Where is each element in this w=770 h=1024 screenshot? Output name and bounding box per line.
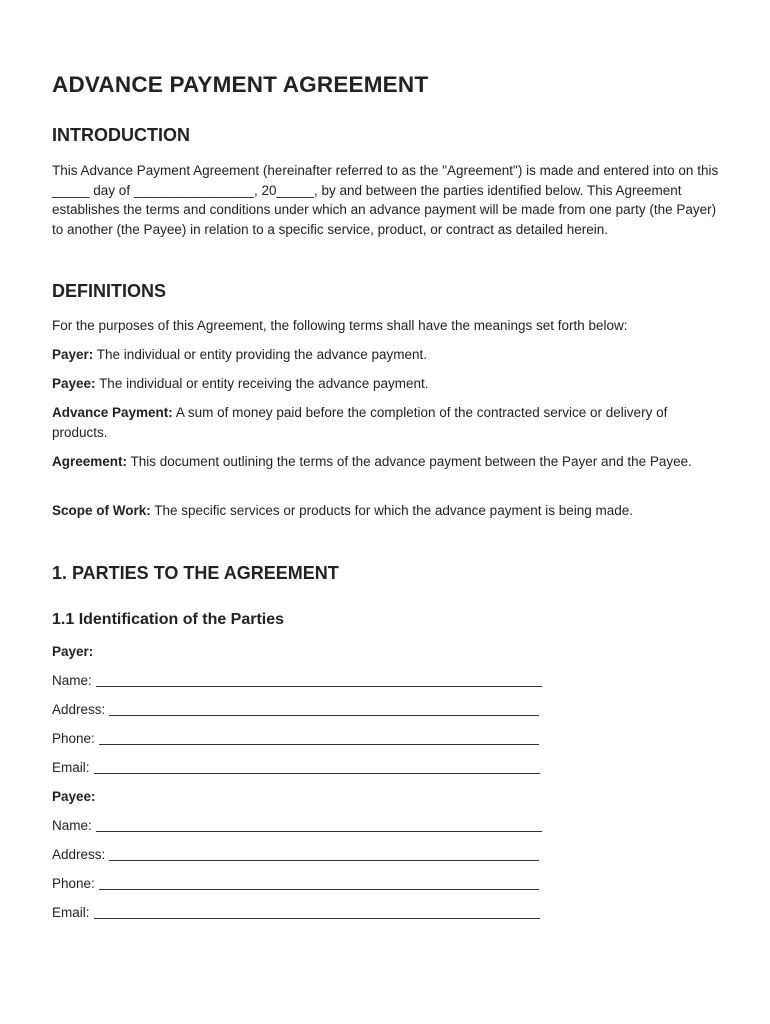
payee-name-field[interactable] [96,817,542,832]
payee-phone-row [52,874,539,894]
definition-term: Payer: [52,347,94,362]
payee-label: Payee: [52,789,96,804]
payee-address-row [52,845,539,865]
definition-text: This document outlining the terms of the advance payment between the Payer and the Payee. [130,454,692,469]
definitions-intro: For the purposes of this Agreement, the following terms shall have the meanings set forth below: [52,318,628,333]
payer-address-field[interactable] [109,701,539,716]
definition-advance-payment [52,403,720,442]
payer-name-field[interactable] [96,672,542,687]
payer-label: Payer: [52,644,94,659]
payee-name-row [52,816,542,836]
definitions-heading: DEFINITIONS [52,281,167,301]
payee-email-field[interactable] [94,904,540,919]
payer-phone-row [52,729,539,749]
field-label: Name: [52,818,92,833]
parties-heading: 1. PARTIES TO THE AGREEMENT [52,563,339,583]
definition-payee [52,374,720,394]
introduction-heading: INTRODUCTION [52,125,190,145]
field-label: Address: [52,847,106,862]
definition-text: The specific services or products for which the advance payment is being made. [154,503,634,518]
definition-payer [52,345,720,365]
introduction-text: This Advance Payment Agreement (hereinafter referred to as the "Agreement") is made and entered into on this _____ day of ________________, 20_____, by and between the parties identified below. This Agreement establishes the terms and conditions under which an advance payment will be made from one party (the Payer) to another (the Payee) in relation to a specific service, product, or contract as detailed herein. [52,163,719,237]
definition-term: Payee: [52,376,96,391]
payer-email-field[interactable] [94,759,540,774]
field-label: Phone: [52,876,95,891]
field-label: Email: [52,905,90,920]
parties-subheading: 1.1 Identification of the Parties [52,611,285,628]
definition-text: The individual or entity receiving the advance payment. [99,376,429,391]
payer-phone-field[interactable] [99,730,539,745]
payer-email-row [52,758,540,778]
field-label: Email: [52,760,90,775]
field-label: Name: [52,673,92,688]
definition-term: Scope of Work: [52,503,151,518]
definition-term: Advance Payment: [52,405,173,420]
payer-address-row [52,700,539,720]
payee-address-field[interactable] [109,846,539,861]
definition-term: Agreement: [52,454,128,469]
definition-text: The individual or entity providing the advance payment. [96,347,427,362]
field-label: Phone: [52,731,95,746]
definition-text: A sum of money paid before the completion of the contracted service or delivery of products. [52,405,668,440]
field-label: Address: [52,702,106,717]
payee-phone-field[interactable] [99,875,539,890]
definition-scope-of-work [52,501,720,521]
payee-email-row [52,903,540,923]
document-title: ADVANCE PAYMENT AGREEMENT [52,72,429,97]
payer-name-row [52,671,542,691]
definition-agreement [52,452,720,472]
